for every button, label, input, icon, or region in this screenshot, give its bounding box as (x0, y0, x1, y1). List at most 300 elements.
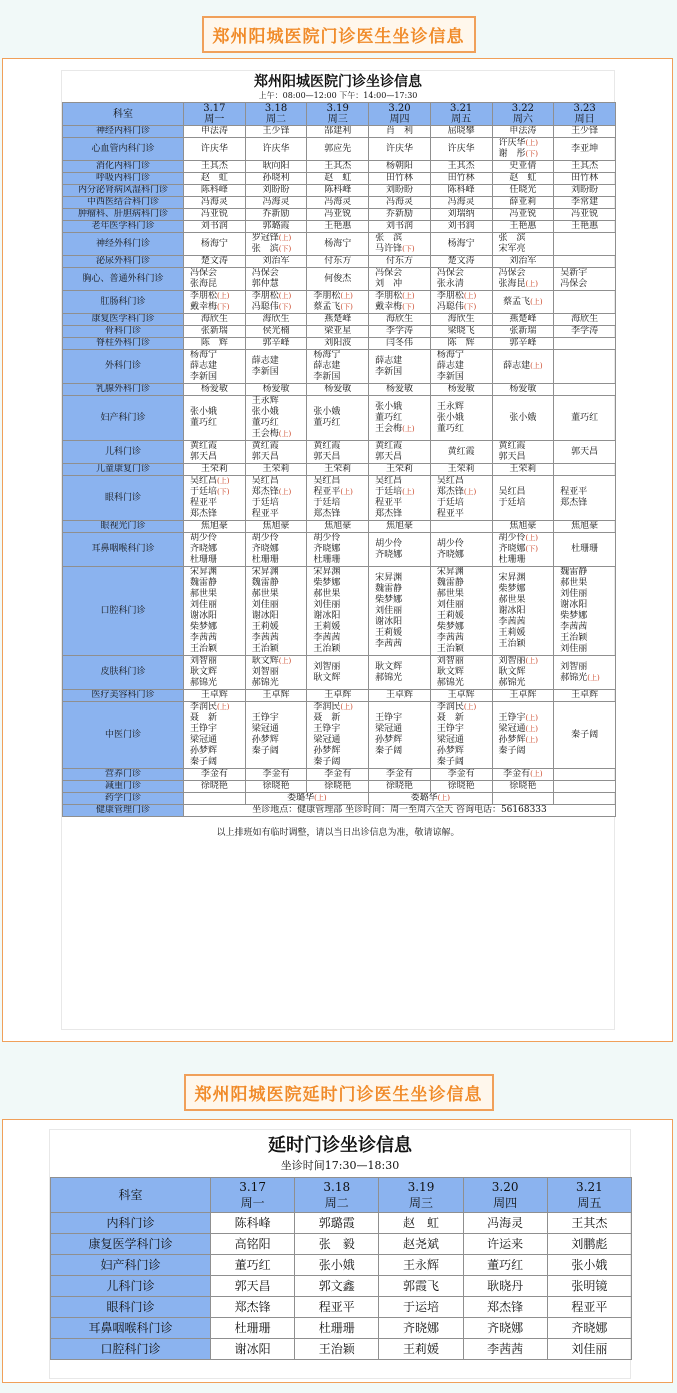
schedule-cell (492, 464, 554, 476)
table-row (51, 1297, 632, 1318)
doctor-name: 王艳惠 (324, 221, 352, 231)
pm-mark: (下) (278, 303, 292, 311)
schedule-cell: 郭天昌 (211, 1276, 295, 1297)
doctor-name: 刘佳丽 (251, 600, 279, 610)
schedule-cell (245, 291, 307, 314)
schedule-cell (554, 702, 616, 769)
doctor-name: 刘书润 (447, 221, 475, 231)
doctor-name: 何俊杰 (324, 273, 352, 284)
dept-name: 内分泌肾病风湿科门诊 (63, 185, 184, 197)
doctor-name: 郭天昌 (571, 446, 599, 457)
doctor-name: 郭天昌 (313, 452, 341, 462)
am-mark: (上) (278, 234, 292, 242)
doctor-name: 梁冠通 (190, 735, 218, 745)
doctor-name: 孙梦辉 (313, 746, 341, 756)
doctor-name: 王莉媛 (313, 622, 341, 632)
table-row (63, 805, 616, 817)
doctor-name: 陈科峰 (200, 185, 228, 195)
schedule-cell: 于运培 (379, 1297, 463, 1318)
schedule-cell (369, 656, 431, 690)
doctor-name: 徐晓艳 (509, 781, 537, 791)
schedule-cell (184, 793, 246, 805)
schedule-cell (554, 656, 616, 690)
am-mark: (上) (340, 703, 353, 711)
doctor-name: 梁晓飞 (447, 326, 475, 336)
doctor-name: 海欣生 (200, 314, 228, 324)
schedule-cell (554, 221, 616, 233)
schedule-cell (245, 702, 307, 769)
doctor-name: 王艳惠 (509, 221, 537, 231)
schedule-cell (184, 702, 246, 769)
schedule-cell (369, 567, 431, 656)
schedule-cell (245, 185, 307, 197)
doctor-name: 郭辛峰 (262, 338, 290, 348)
dept-name: 儿科门诊 (51, 1276, 211, 1297)
doctor-name: 齐晓娜 (436, 549, 464, 560)
doctor-name: 李学涛 (385, 326, 413, 336)
schedule-cell (554, 314, 616, 326)
schedule-cell (492, 533, 554, 567)
doctor-name: 程亚平 (190, 498, 218, 508)
schedule-cell: 程亚平 (295, 1297, 379, 1318)
doctor-name: 刘治军 (262, 256, 290, 266)
schedule-cell (492, 209, 554, 221)
doctor-name: 冯保会 (560, 279, 588, 289)
schedule-cell (245, 690, 307, 702)
am-mark: (上) (437, 794, 451, 802)
doctor-name: 于廷培 (498, 498, 526, 508)
schedule-cell (184, 161, 246, 173)
schedule-cell (245, 781, 307, 793)
schedule-cell (492, 268, 554, 291)
schedule-cell (369, 793, 492, 805)
doctor-name: 杨海宁 (313, 350, 341, 360)
schedule-cell (245, 464, 307, 476)
schedule-cell (369, 326, 431, 338)
doctor-name: 任晓光 (509, 185, 537, 195)
schedule-cell (430, 185, 492, 197)
doctor-name: 史亚倩 (509, 161, 537, 171)
dept-name: 医疗美容科门诊 (63, 690, 184, 702)
doctor-name: 杨爱敏 (509, 384, 537, 394)
doctor-name: 柴梦娜 (190, 622, 218, 632)
schedule-cell (184, 521, 246, 533)
doctor-name: 刘佳丽 (313, 600, 341, 610)
doctor-name: 董巧红 (190, 418, 218, 428)
doctor-name: 许庆华 (262, 143, 290, 154)
table-row (63, 209, 616, 221)
dept-name: 内科门诊 (51, 1213, 211, 1234)
doctor-name: 梁冠通 (251, 724, 279, 734)
extended-time: 坐诊时间17:30—18:30 (280, 1159, 400, 1172)
doctor-name: 王铮宇 (436, 724, 464, 734)
section-banner-outpatient: 郑州阳城医院门诊医生坐诊信息 (202, 16, 476, 53)
doctor-name: 胡少伶 (313, 533, 341, 543)
schedule-cell: 程亚平 (547, 1297, 631, 1318)
schedule-cell (430, 464, 492, 476)
doctor-name: 郝世果 (251, 589, 279, 599)
doctor-name: 冯亚锐 (200, 209, 228, 219)
doctor-name: 王荣莉 (385, 464, 413, 474)
dept-name: 呼吸内科门诊 (63, 173, 184, 185)
schedule-cell: 董巧红 (463, 1255, 547, 1276)
outpatient-schedule-sheet (61, 70, 615, 1030)
doctor-name: 于廷培 (251, 498, 279, 508)
doctor-name: 申法涛 (509, 126, 537, 136)
schedule-cell (369, 521, 431, 533)
doctor-name: 冯保会 (498, 268, 526, 278)
schedule-cell (184, 338, 246, 350)
doctor-name: 冯海灵 (200, 197, 228, 207)
doctor-name: 郭辛峰 (509, 338, 537, 348)
schedule-cell: 王治颖 (295, 1339, 379, 1360)
doctor-name: 焦旭豪 (200, 521, 228, 531)
schedule-cell (492, 769, 554, 781)
doctor-name: 张小娥 (375, 401, 403, 412)
am-mark: (上) (402, 292, 415, 300)
doctor-name: 秦子阔 (436, 757, 464, 767)
doctor-name: 冯保会 (251, 268, 279, 278)
doctor-name: 刘智丽 (560, 661, 588, 672)
doctor-name: 燕楚峰 (324, 314, 352, 324)
doctor-name: 梁冠通 (313, 735, 341, 745)
doctor-name: 薛志建(上) (503, 361, 543, 371)
schedule-cell: 赵 虹 (379, 1213, 463, 1234)
table-row (63, 441, 616, 464)
schedule-cell: 杜珊珊 (211, 1318, 295, 1339)
doctor-name: 宋昇渊 (313, 567, 341, 577)
schedule-cell (184, 314, 246, 326)
table-row (63, 233, 616, 256)
am-mark: (上) (278, 292, 292, 300)
doctor-name: 刘智丽 (190, 656, 218, 666)
schedule-cell (307, 690, 369, 702)
table-row (63, 521, 616, 533)
schedule-cell (554, 396, 616, 441)
schedule-cell (307, 476, 369, 521)
am-mark: (上) (525, 736, 538, 744)
doctor-name: 刘 冲 (375, 279, 403, 289)
doctor-name: 张新瑞 (509, 326, 537, 336)
schedule-cell (369, 173, 431, 185)
doctor-name: 王铮宇(上) (498, 713, 538, 723)
schedule-cell (554, 441, 616, 464)
pm-mark: (下) (217, 303, 230, 311)
dept-name: 神经内科门诊 (63, 126, 184, 138)
schedule-cell: 王永辉 (379, 1255, 463, 1276)
doctor-name: 郭天昌 (251, 452, 279, 462)
doctor-name: 刘治军 (509, 256, 537, 266)
schedule-cell (307, 702, 369, 769)
doctor-name: 薛志建 (190, 361, 218, 371)
doctor-name: 薛志建 (375, 355, 403, 366)
schedule-cell (245, 441, 307, 464)
table-row (63, 126, 616, 138)
doctor-name: 李金有 (200, 769, 228, 779)
am-mark: (上) (217, 703, 230, 711)
doctor-name: 杨爱敏 (324, 384, 352, 394)
day-column-header: 3.20 周四 (369, 103, 431, 126)
table-row (51, 1276, 632, 1297)
doctor-name: 戴幸梅(下) (190, 302, 230, 312)
schedule-cell (369, 185, 431, 197)
schedule-cell (430, 769, 492, 781)
doctor-name: 王卓辉 (385, 690, 413, 700)
schedule-cell (430, 690, 492, 702)
doctor-name: 秦子阔 (313, 757, 341, 767)
doctor-name: 柴梦娜 (560, 611, 588, 621)
doctor-name: 李常建 (571, 197, 599, 207)
doctor-name: 黄红霞 (251, 441, 279, 451)
schedule-cell (554, 268, 616, 291)
doctor-name: 冯聪伟(下) (436, 302, 477, 312)
schedule-cell (369, 702, 431, 769)
doctor-name: 郝锦光 (251, 678, 279, 688)
dept-name: 眼科门诊 (51, 1297, 211, 1318)
doctor-name: 杨朝阳 (385, 161, 413, 171)
schedule-cell (554, 338, 616, 350)
schedule-cell (492, 441, 554, 464)
doctor-name: 刘盼盼 (262, 185, 290, 195)
doctor-name: 李茜茜 (560, 622, 588, 632)
doctor-name: 张小娥 (190, 407, 218, 417)
schedule-cell (554, 533, 616, 567)
schedule-cell (430, 656, 492, 690)
table-row (63, 656, 616, 690)
schedule-cell (369, 464, 431, 476)
table-row (63, 702, 616, 769)
schedule-cell (307, 314, 369, 326)
day-column-header: 3.21 周五 (430, 103, 492, 126)
doctor-name: 耿文辉 (498, 667, 526, 677)
doctor-name: 王荣莉 (447, 464, 475, 474)
doctor-name: 孙晓利 (262, 173, 290, 183)
doctor-name: 郝锦光 (375, 672, 403, 683)
schedule-cell (245, 793, 368, 805)
doctor-name: 刘书润 (385, 221, 413, 231)
doctor-name: 徐晓艳 (447, 781, 475, 791)
schedule-cell (369, 256, 431, 268)
schedule-cell (492, 793, 554, 805)
doctor-name: 黄红霞 (375, 441, 403, 451)
doctor-name: 乔新励 (385, 209, 413, 219)
dept-name: 肿瘤科、肝胆病科门诊 (63, 209, 184, 221)
schedule-cell (430, 521, 492, 533)
schedule-cell (184, 567, 246, 656)
day-column-header: 3.23 周日 (554, 103, 616, 126)
schedule-cell (369, 126, 431, 138)
dept-name: 营养门诊 (63, 769, 184, 781)
schedule-cell (430, 291, 492, 314)
doctor-name: 杜珊珊 (251, 555, 279, 565)
doctor-name: 戴幸梅(下) (375, 302, 415, 312)
doctor-name: 焦旭豪 (262, 521, 290, 531)
dept-name: 肛肠科门诊 (63, 291, 184, 314)
extended-schedule-sheet (49, 1129, 631, 1379)
schedule-cell: 郑杰锋 (211, 1297, 295, 1318)
doctor-name: 孙梦辉 (190, 746, 218, 756)
doctor-name: 谢冰阳 (375, 616, 403, 627)
am-mark: (上) (463, 703, 477, 711)
doctor-name: 王铮宇 (313, 724, 341, 734)
schedule-cell (369, 338, 431, 350)
doctor-name: 王其杰 (447, 161, 475, 171)
doctor-name: 薛志建 (313, 361, 341, 371)
doctor-name: 陈科峰 (447, 185, 475, 195)
schedule-cell (184, 350, 246, 384)
doctor-name: 吴红昌 (313, 476, 341, 486)
dept-name: 康复医学科门诊 (63, 314, 184, 326)
doctor-name: 乔新励 (262, 209, 290, 219)
schedule-cell (492, 161, 554, 173)
am-mark: (上) (402, 424, 415, 433)
schedule-cell (430, 702, 492, 769)
schedule-cell (492, 350, 554, 384)
dept-name: 消化内科门诊 (63, 161, 184, 173)
doctor-name: 李茜茜 (498, 616, 526, 627)
extended-schedule-table (50, 1177, 632, 1360)
table-header-row (63, 103, 616, 126)
doctor-name: 于廷培(下) (190, 487, 230, 497)
schedule-cell (492, 314, 554, 326)
schedule-cell (430, 161, 492, 173)
schedule-cell: 郭文鑫 (295, 1276, 379, 1297)
doctor-name: 王卓辉 (509, 690, 537, 700)
schedule-cell (554, 476, 616, 521)
schedule-cell (554, 138, 616, 161)
doctor-name: 魏雷静 (190, 578, 218, 588)
doctor-name: 王治颖 (313, 644, 341, 654)
doctor-name: 杨海宁 (447, 238, 475, 249)
doctor-name: 冯亚锐 (571, 209, 599, 219)
schedule-cell (184, 476, 246, 521)
doctor-name: 冯保会 (436, 268, 464, 278)
doctor-name: 杜珊珊 (571, 544, 599, 554)
am-mark: (上) (525, 139, 538, 147)
schedule-cell (430, 350, 492, 384)
schedule-cell (307, 126, 369, 138)
schedule-cell (430, 126, 492, 138)
doctor-name: 梁亚星 (324, 326, 352, 336)
schedule-cell (430, 326, 492, 338)
doctor-name: 李金有(上) (503, 769, 543, 779)
doctor-name: 赵 虹 (324, 173, 352, 183)
schedule-cell (245, 138, 307, 161)
schedule-cell (184, 656, 246, 690)
schedule-cell: 杜珊珊 (295, 1318, 379, 1339)
doctor-name: 王艳惠 (571, 221, 599, 231)
schedule-cell (369, 533, 431, 567)
doctor-name: 申法涛 (200, 126, 228, 136)
schedule-cell (554, 185, 616, 197)
schedule-cell (184, 533, 246, 567)
schedule-cell (245, 209, 307, 221)
am-mark: (上) (587, 673, 600, 682)
day-column-header: 3.18 周二 (295, 1178, 379, 1213)
doctor-name: 刘佳丽 (375, 605, 403, 616)
doctor-name: 焦旭豪 (509, 521, 537, 531)
doctor-name: 张 滨 (498, 233, 526, 243)
doctor-name: 吴红昌 (251, 476, 279, 486)
doctor-name: 李金有 (447, 769, 475, 779)
doctor-name: 郝锦光 (190, 678, 218, 688)
doctor-name: 刘佳丽 (560, 644, 588, 654)
doctor-name: 魏雷静 (560, 567, 588, 577)
doctor-name: 王治颖 (190, 644, 218, 654)
doctor-name: 王荣莉 (200, 464, 228, 474)
pm-mark: (下) (402, 245, 415, 253)
schedule-cell (245, 338, 307, 350)
doctor-name: 耿文辉 (190, 667, 218, 677)
doctor-name: 冯亚锐 (509, 209, 537, 219)
doctor-name: 田竹林 (571, 173, 599, 183)
doctor-name: 刘智丽 (251, 667, 279, 677)
doctor-name: 胡少伶 (251, 533, 279, 543)
am-mark: (上) (278, 430, 292, 438)
doctor-name: 齐晓娜 (251, 544, 279, 554)
schedule-cell (307, 185, 369, 197)
doctor-name: 王莉媛 (436, 611, 464, 621)
schedule-cell: 耿晓丹 (463, 1276, 547, 1297)
doctor-name: 许庆华 (385, 143, 413, 154)
doctor-name: 聂 新 (190, 713, 218, 723)
schedule-cell (184, 256, 246, 268)
doctor-name: 杜珊珊 (190, 555, 218, 565)
schedule-cell (245, 384, 307, 396)
am-mark: (上) (402, 488, 415, 496)
doctor-name: 王荣莉 (262, 464, 290, 474)
doctor-name: 焦旭豪 (385, 521, 413, 531)
dept-name: 口腔科门诊 (63, 567, 184, 656)
schedule-cell (492, 233, 554, 256)
doctor-name: 吴红昌(上) (190, 476, 230, 486)
doctor-name: 郑杰锋(上) (251, 487, 292, 497)
doctor-name: 郑杰锋 (375, 509, 403, 519)
table-row (63, 396, 616, 441)
doctor-name: 杜珊珊 (313, 555, 341, 565)
doctor-name: 王其杰 (324, 161, 352, 171)
schedule-cell (554, 233, 616, 256)
am-mark: (上) (463, 292, 477, 300)
schedule-cell (430, 314, 492, 326)
doctor-name: 魏雷静 (436, 578, 464, 588)
doctor-name: 聂 新 (436, 713, 464, 723)
doctor-name: 薛志建 (436, 361, 464, 371)
doctor-name: 许庆华(上) (498, 138, 538, 148)
doctor-name: 王治颖 (436, 644, 464, 654)
doctor-name: 齐晓娜 (375, 549, 403, 560)
doctor-name: 冯保会 (190, 268, 218, 278)
doctor-name: 刘盼盼 (385, 185, 413, 195)
schedule-cell (245, 521, 307, 533)
dept-name: 泌尿外科门诊 (63, 256, 184, 268)
schedule-cell (245, 197, 307, 209)
doctor-name: 杨爱敏 (200, 384, 228, 394)
doctor-name: 王铮宇 (251, 713, 279, 723)
doctor-name: 董巧红 (251, 418, 279, 428)
doctor-name: 秦子阔 (251, 746, 279, 756)
doctor-name: 李新国 (313, 372, 341, 382)
schedule-cell (307, 769, 369, 781)
doctor-name: 秦子阔 (571, 729, 599, 740)
table-row (63, 781, 616, 793)
doctor-name: 李茜茜 (190, 633, 218, 643)
doctor-name: 郑杰锋(上) (436, 487, 477, 497)
schedule-cell (307, 197, 369, 209)
schedule-cell (492, 221, 554, 233)
doctor-name: 李新国 (190, 372, 218, 382)
doctor-name: 于廷培 (313, 498, 341, 508)
